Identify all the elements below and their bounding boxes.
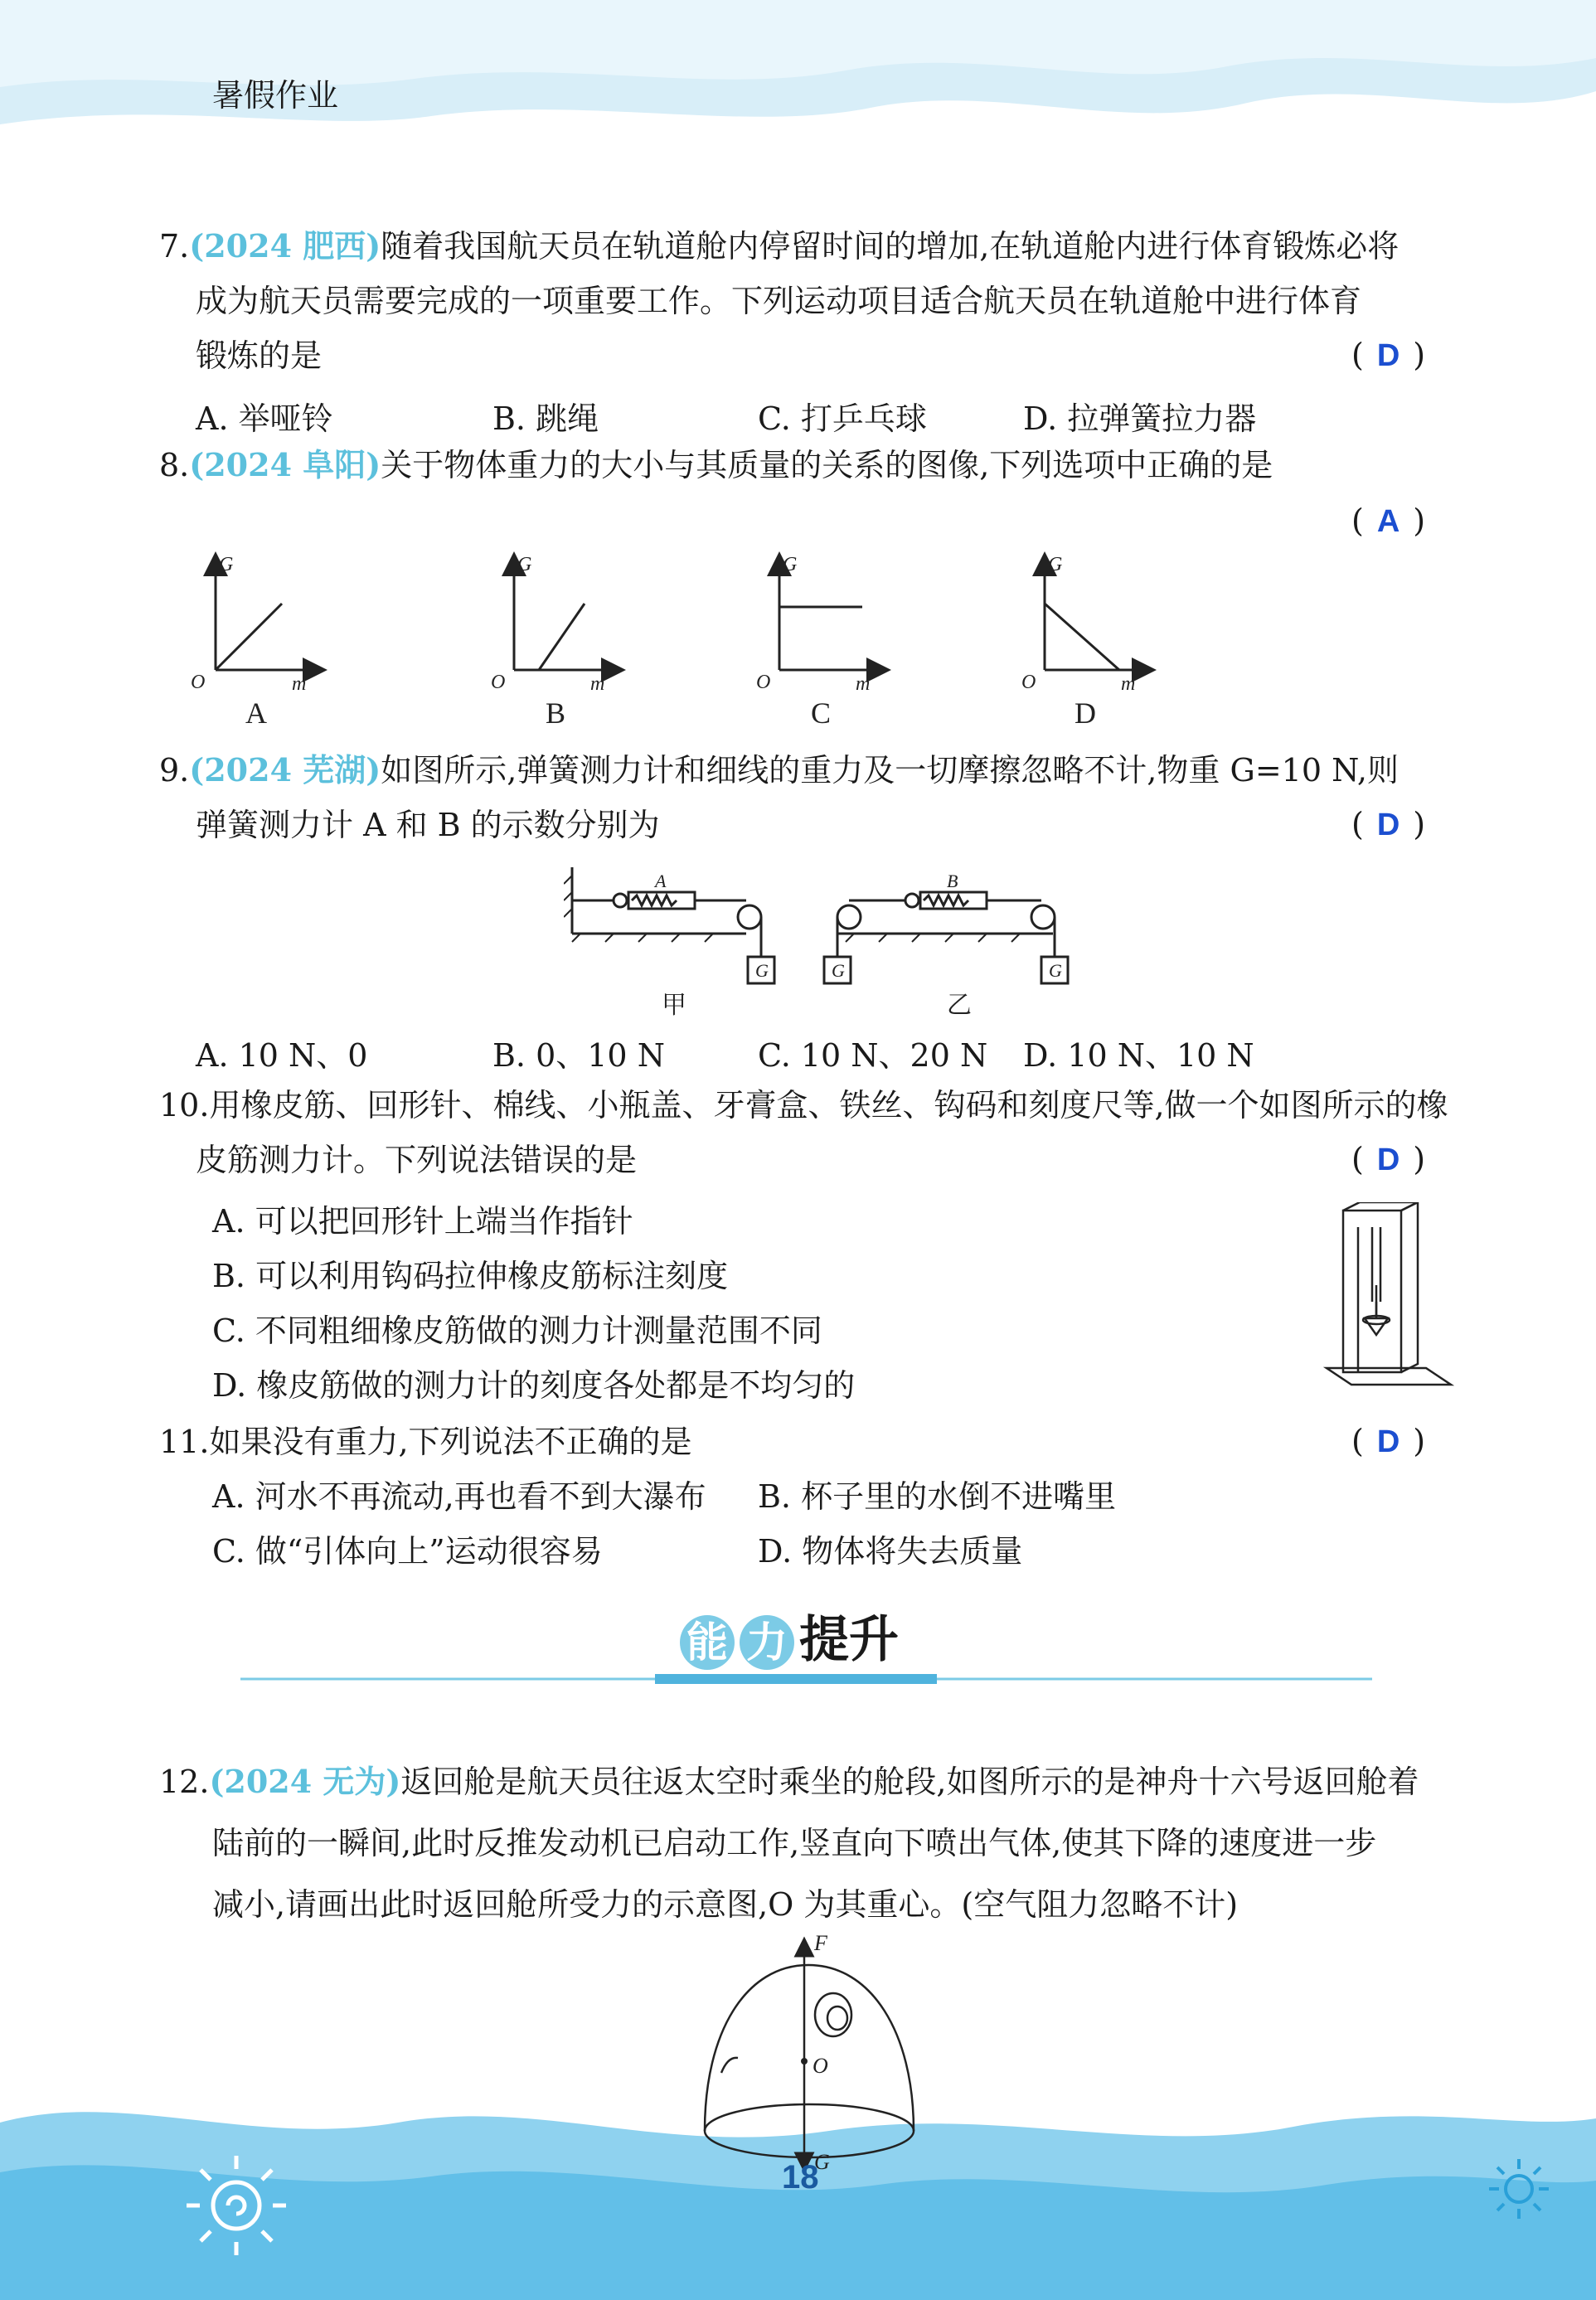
graph-d [1045,564,1144,670]
graph-label: A [245,696,267,730]
spring-scale-figure [564,859,1094,1025]
question-text: 弹簧测力计 A 和 B 的示数分别为 [196,807,660,843]
question-text: 成为航天员需要完成的一项重要工作。下列运动项目适合航天员在轨道舱中进行体育 [196,283,1362,319]
question-source: (2024 肥西) [189,227,381,264]
question-source: (2024 阜阳) [189,446,381,483]
answer-bracket: ( A ) [1351,502,1426,539]
question-7: 7.(2024 肥西)随着我国航天员在轨道舱内停留时间的增加,在轨道舱内进行体育锻炼必将 [159,227,1400,264]
origin-label: O [756,672,771,693]
option: B. 杯子里的水倒不进嘴里 [758,1478,1117,1515]
origin-label: O [1021,672,1036,693]
answer-bracket: ( D ) [1351,1423,1426,1459]
question-source: (2024 无为) [209,1763,401,1800]
origin-label: O [191,672,206,693]
answer-letter: D [1376,1143,1400,1177]
meter-label: A [655,871,667,891]
graph-b [514,564,614,670]
question-text: 皮筋测力计。下列说法错误的是 [196,1142,638,1178]
graph-label: C [811,696,832,730]
question-9: 9.(2024 芜湖)如图所示,弹簧测力计和细线的重力及一切摩擦忽略不计,物重 G=10 N,则 [159,751,1399,789]
option: A. 可以把回形针上端当作指针 [212,1203,633,1240]
answer-bracket: ( D ) [1351,806,1426,842]
question-text: 随着我国航天员在轨道舱内停留时间的增加,在轨道舱内进行体育锻炼必将 [381,228,1400,264]
question-text: 陆前的一瞬间,此时反推发动机已启动工作,竖直向下喷出气体,使其下降的速度进一步 [212,1825,1377,1861]
answer-letter: A [1376,504,1400,539]
axis-label-m: m [292,673,307,695]
graph-a [216,564,315,670]
option: B. 可以利用钩码拉伸橡皮筋标注刻度 [212,1258,729,1294]
answer-letter: D [1376,1424,1400,1459]
meter-label: B [947,871,958,891]
question-12: 12.(2024 无为)返回舱是航天员往返太空时乘坐的舱段,如图所示的是神舟十六号返回舱着 [159,1763,1419,1800]
header-title: 暑假作业 [212,77,339,114]
answer-letter: D [1376,808,1400,842]
option: D. 拉弹簧拉力器 [1023,400,1257,437]
answer-bracket: ( D ) [1351,337,1426,373]
rubber-band-dynamometer-figure [1310,1202,1459,1401]
question-text: 减小,请画出此时返回舱所受力的示意图,O 为其重心。(空气阻力忽略不计) [212,1886,1239,1923]
option: D. 10 N、10 N [1023,1037,1254,1074]
center-label-o: O [813,2054,828,2078]
page-number: 18 [782,2159,819,2196]
answer-bracket: ( D ) [1351,1141,1426,1177]
weight-label: G [755,960,769,981]
section-title: 能 力 提升 [680,1600,899,1672]
question-11: 11.如果没有重力,下列说法不正确的是 [159,1424,692,1460]
question-text: 如果没有重力,下列说法不正确的是 [209,1424,692,1460]
graph-label: D [1075,696,1096,730]
question-text: 关于物体重力的大小与其质量的关系的图像,下列选项中正确的是 [381,447,1273,483]
option: A. 河水不再流动,再也看不到大瀑布 [212,1478,706,1515]
axis-label-m: m [590,673,605,695]
figure-label: 甲 [662,992,686,1019]
question-text: 如图所示,弹簧测力计和细线的重力及一切摩擦忽略不计,物重 G=10 N,则 [381,752,1399,789]
option: B. 跳绳 [492,400,599,437]
question-10: 10.用橡皮筋、回形针、棉线、小瓶盖、牙膏盒、铁丝、钩码和刻度尺等,做一个如图所示的橡 [159,1087,1448,1123]
axis-label-m: m [856,673,871,695]
question-source: (2024 芜湖) [189,751,381,789]
option: A. 举哑铃 [196,400,333,437]
weight-label: G [832,960,845,981]
option: D. 物体将失去质量 [758,1533,1023,1570]
answer-letter: D [1376,338,1400,373]
option: A. 10 N、0 [196,1037,368,1074]
option: C. 做“引体向上”运动很容易 [212,1533,603,1570]
origin-label: O [491,672,506,693]
force-label-g: G [814,2150,830,2172]
force-label-f: F [814,1932,827,1955]
option: C. 10 N、20 N [758,1037,988,1074]
figure-label: 乙 [947,992,972,1019]
question-text: 返回舱是航天员往返太空时乘坐的舱段,如图所示的是神舟十六号返回舱着 [400,1764,1419,1800]
option: C. 不同粗细橡皮筋做的测力计测量范围不同 [212,1313,822,1349]
graph-label: B [546,696,566,730]
question-text: 锻炼的是 [196,337,323,374]
weight-label: G [1049,960,1062,981]
axis-label-m: m [1121,673,1136,695]
option: B. 0、10 N [492,1037,665,1074]
axis-label-g: G [219,554,234,575]
option: D. 橡皮筋做的测力计的刻度各处都是不均匀的 [212,1367,856,1404]
axis-label-g: G [1048,554,1063,575]
option: C. 打乒乓球 [758,400,927,437]
question-text: 用橡皮筋、回形针、棉线、小瓶盖、牙膏盒、铁丝、钩码和刻度尺等,做一个如图所示的橡 [209,1087,1448,1123]
axis-label-g: G [517,554,532,575]
graph-c [779,564,879,670]
gravity-mass-graphs [182,547,1177,738]
axis-label-g: G [783,554,798,575]
question-8: 8.(2024 阜阳)关于物体重力的大小与其质量的关系的图像,下列选项中正确的是 [159,446,1273,483]
return-capsule-figure [696,1932,929,2172]
